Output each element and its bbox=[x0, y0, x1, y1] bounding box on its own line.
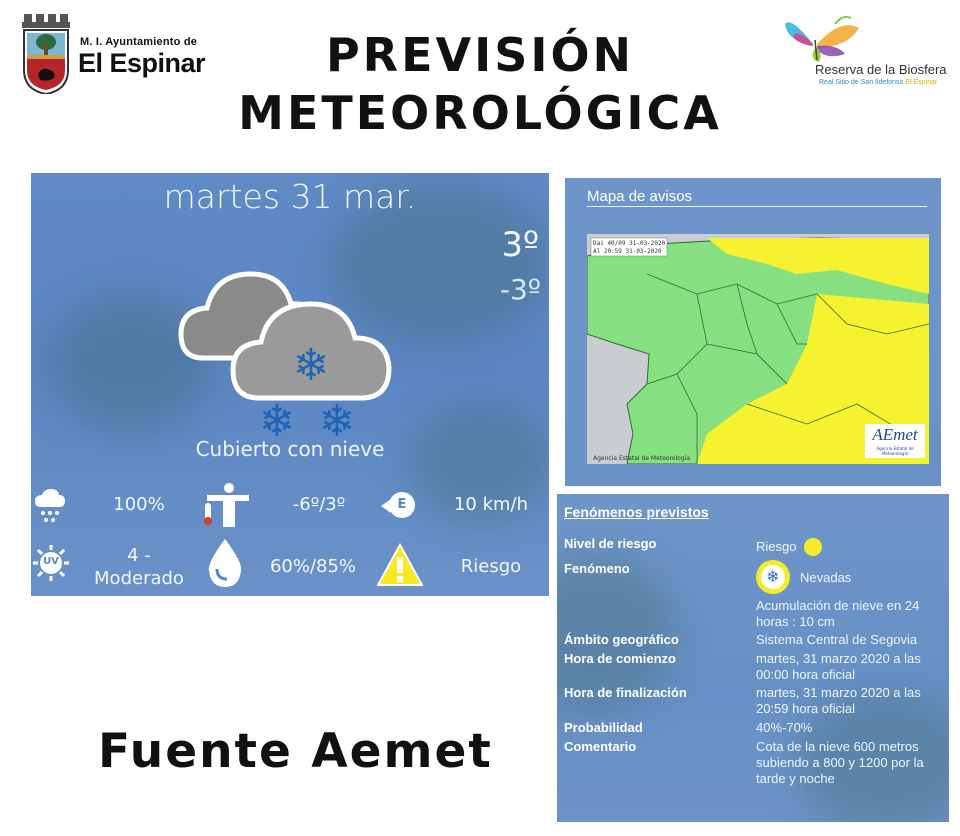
biosphere-reserve-logo bbox=[775, 12, 955, 97]
start-time-value bbox=[756, 651, 942, 683]
snowfall-badge bbox=[756, 560, 790, 594]
svg-text:❄: ❄ bbox=[292, 340, 330, 391]
wind-direction-icon bbox=[381, 491, 415, 519]
map-legend-line-2: Al 20:59 31-03-2020 bbox=[593, 248, 662, 255]
geographic-scope-label: Ámbito geográfico bbox=[564, 632, 679, 647]
weather-condition: Cubierto con nieve bbox=[195, 437, 385, 461]
uv-index-icon bbox=[33, 545, 69, 581]
end-time-label: Hora de finalización bbox=[564, 685, 687, 700]
min-temperature: -3º bbox=[499, 273, 541, 306]
temperature-range: -6º/3º bbox=[292, 494, 346, 515]
phenomenon-label: Fenómeno bbox=[564, 561, 630, 576]
warnings-map-panel bbox=[565, 178, 941, 486]
risk-level-label: Nivel de riesgo bbox=[564, 536, 657, 551]
butterfly-icon bbox=[783, 14, 863, 64]
aemet-brand bbox=[865, 424, 925, 458]
accumulation-line-1: Acumulación de nieve en 24 bbox=[756, 598, 920, 613]
comment-value bbox=[756, 739, 942, 787]
map-credit: Agencia Estatal de Meteorología bbox=[593, 455, 690, 462]
risk-level-value: Riesgo bbox=[756, 539, 797, 554]
aemet-logo-text: AEmet bbox=[872, 425, 918, 444]
risk-indicator bbox=[804, 538, 822, 556]
comment-line-2: subiendo a 800 y 1200 por la bbox=[756, 755, 924, 770]
weather-forecast-panel bbox=[31, 173, 549, 596]
end-time-line-1: martes, 31 marzo 2020 a las bbox=[756, 685, 921, 700]
title-line-1: PREVISIÓN bbox=[325, 28, 635, 82]
warnings-map bbox=[587, 234, 929, 464]
end-time-line-2: 20:59 hora oficial bbox=[756, 701, 856, 716]
biosphere-subtitle bbox=[819, 79, 937, 86]
rain-cloud-icon bbox=[35, 489, 65, 523]
svg-text:❄: ❄ bbox=[258, 396, 296, 438]
comment-line-1: Cota de la nieve 600 metros bbox=[756, 739, 919, 754]
snow-cloud-icon bbox=[171, 238, 401, 438]
probability-value: 40%-70% bbox=[756, 720, 813, 735]
title-line-2: METEOROLÓGICA bbox=[238, 86, 722, 140]
forecast-date: martes 31 mar. bbox=[163, 177, 417, 216]
biosphere-name: Reserva de la Biosfera bbox=[815, 62, 947, 77]
uv-index-value bbox=[89, 544, 189, 590]
comment-label: Comentario bbox=[564, 739, 637, 754]
wind-direction-label: E bbox=[389, 492, 415, 518]
municipality-name: El Espinar bbox=[78, 48, 206, 78]
max-temperature: 3º bbox=[501, 225, 539, 265]
phenomena-panel bbox=[557, 494, 949, 822]
start-time-label: Hora de comienzo bbox=[564, 651, 676, 666]
warning-level: Riesgo bbox=[460, 556, 522, 577]
map-title: Mapa de avisos bbox=[587, 188, 693, 205]
phenomena-title: Fenómenos previstos bbox=[564, 504, 709, 520]
warning-triangle-icon bbox=[377, 543, 423, 587]
phenomenon-value: Nevadas bbox=[800, 570, 852, 585]
map-legend-line-1: Dai 40/09 31-03-2020 bbox=[593, 240, 666, 247]
person-temperature-icon bbox=[203, 483, 249, 527]
probability-label: Probabilidad bbox=[564, 720, 643, 735]
aemet-logo-subtitle: Agencia Estatal de Meteorología bbox=[876, 446, 914, 456]
biosphere-subtitle-a: Real Sitio de San Ildefonso bbox=[819, 79, 904, 86]
geographic-scope-value: Sistema Central de Segovia bbox=[756, 632, 918, 647]
page-title bbox=[220, 26, 740, 142]
uv-index: 4 - bbox=[127, 545, 151, 566]
coat-of-arms-icon bbox=[20, 14, 72, 94]
accumulation-text bbox=[756, 598, 942, 630]
start-time-line-2: 00:00 hora oficial bbox=[756, 667, 856, 682]
humidity-drop-icon bbox=[207, 539, 243, 587]
snowflake-icon: ❄ bbox=[761, 565, 785, 589]
el-espinar-logo bbox=[20, 14, 210, 96]
end-time-value bbox=[756, 685, 942, 717]
start-time-line-1: martes, 31 marzo 2020 a las bbox=[756, 651, 921, 666]
title-divider bbox=[587, 206, 927, 207]
source-credit: Fuente Aemet bbox=[98, 724, 493, 779]
wind-speed: 10 km/h bbox=[453, 494, 529, 515]
humidity: 60%/85% bbox=[269, 556, 357, 577]
precipitation-probability: 100% bbox=[113, 494, 165, 515]
svg-text:❄: ❄ bbox=[318, 396, 356, 438]
municipality-subtitle: M. I. Ayuntamiento de bbox=[80, 36, 198, 48]
uv-label: UV bbox=[43, 556, 59, 567]
comment-line-3: tarde y noche bbox=[756, 771, 835, 786]
accumulation-line-2: horas : 10 cm bbox=[756, 614, 835, 629]
biosphere-subtitle-b: El Espinar bbox=[905, 79, 938, 86]
uv-level: Moderado bbox=[94, 568, 184, 589]
